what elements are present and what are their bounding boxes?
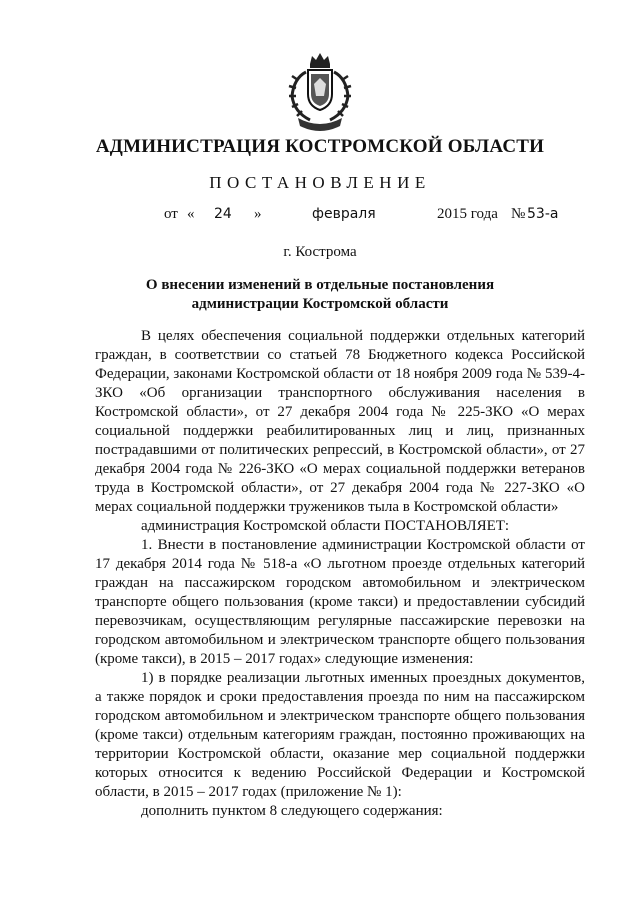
document-number: 53-а	[527, 206, 559, 222]
preamble-paragraph: В целях обеспечения социальной поддержки отдельных категорий граждан, в соответствии со статьей 78 Бюджетного кодекса Российской Федерации, законами Костромской области от 18 ноября 2009 года № 539-4-ЗКО «Об организации транспортного обслуживания населения в Костромской области», от 27 декабря 2004 года № 225-ЗКО «О мерах социальной поддержки реабилитированных лиц и лиц, признанных пострадавшими от политических репрессий, в Костромской области», от 27 декабря 2004 года № 226-ЗКО «О мерах социальной поддержки ветеранов труда в Костромской области», от 27 декабря 2004 года № 227-ЗКО «О мерах социальной поддержки тружеников тыла в Костромской области»	[95, 328, 585, 515]
organization-title: АДМИНИСТРАЦИЯ КОСТРОМСКОЙ ОБЛАСТИ	[95, 136, 545, 157]
supplement-paragraph: дополнить пунктом 8 следующего содержания:	[141, 803, 443, 819]
number-label: №	[511, 206, 526, 222]
quote-close: »	[254, 206, 262, 222]
date-month: февраля	[312, 206, 376, 222]
resolves-paragraph: администрация Костромской области ПОСТАНОВЛЯЕТ:	[141, 518, 510, 534]
date-prefix: от	[164, 206, 178, 222]
subject-line-1: О внесении изменений в отдельные постановления	[145, 277, 495, 293]
document-type: ПОСТАНОВЛЕНИЕ	[209, 173, 431, 192]
coat-of-arms-icon	[280, 50, 360, 136]
subitem-1-paragraph: 1) в порядке реализации льготных именных проездных документов, а также порядок и сроки предоставления проезда по ним на пассажирском городском автомобильном и электрическом транспорте общего пользования (кроме такси) отдельным категориям граждан, постоянно проживающих на территории Костромской области, оказание мер социальной поддержки которых относится к ведению Российской Федерации и Костромской области, в 2015 – 2017 годах (приложение № 1):	[95, 670, 585, 800]
city-name: г. Кострома	[283, 244, 357, 260]
quote-open: «	[187, 206, 195, 222]
date-year: 2015 года	[437, 206, 498, 222]
date-day: 24	[214, 206, 232, 222]
date-number-line	[0, 206, 640, 228]
subject-heading	[120, 276, 520, 314]
subject-line-2: администрации Костромской области	[191, 296, 449, 312]
document-body	[95, 327, 585, 821]
item-1-paragraph: 1. Внести в постановление администрации Костромской области от 17 декабря 2014 года № 518-а «О льготном проезде отдельных категорий граждан на пассажирском городском автомобильном и электрическом транспорте общего пользования (кроме такси) и предоставлении субсидий перевозчикам, осуществляющим регулярные пассажирские перевозки на городском автомобильном и электрическом транспорте общего пользования (кроме такси), в 2015 – 2017 годах» следующие изменения:	[95, 537, 585, 667]
